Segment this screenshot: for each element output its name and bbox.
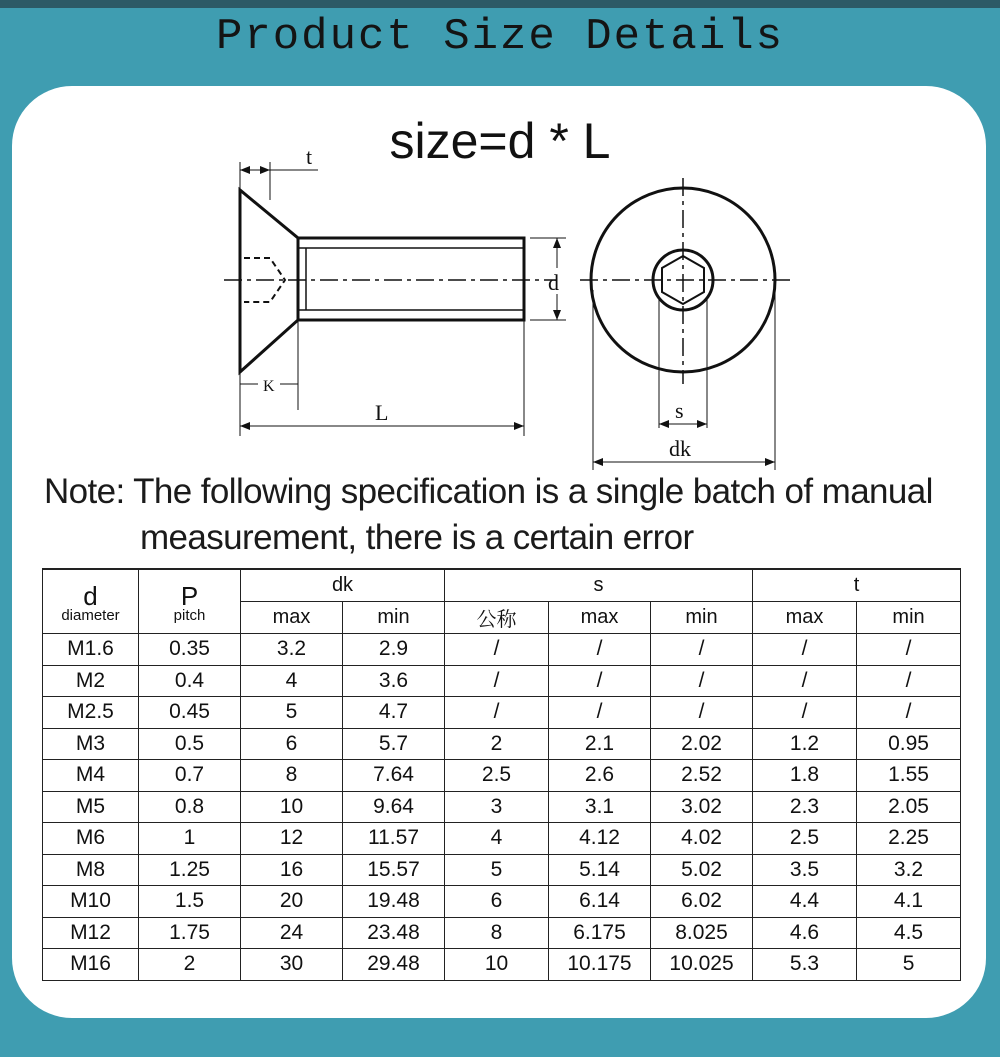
table-row [43, 665, 961, 697]
table-cell: 24 [241, 917, 343, 949]
table-cell: M5 [43, 791, 139, 823]
table-cell: 9.64 [343, 791, 445, 823]
table-cell: 4.5 [857, 917, 961, 949]
header-d-symbol: d [83, 580, 98, 611]
table-cell: 0.95 [857, 728, 961, 760]
size-formula: size=d * L [389, 113, 611, 169]
table-cell: 16 [241, 854, 343, 886]
table-cell: 10 [445, 949, 549, 981]
table-cell: 6 [241, 728, 343, 760]
header-dk: dk [241, 569, 445, 602]
table-cell: 2.5 [445, 760, 549, 792]
header-p-symbol: P [180, 580, 199, 611]
note-line-2: measurement, there is a certain error [140, 518, 694, 557]
table-cell: 2.1 [549, 728, 651, 760]
table-cell: 1.5 [139, 886, 241, 918]
header-d-sub: diameter [61, 606, 120, 624]
header-p-sub: pitch [173, 606, 206, 624]
table-cell: 3.2 [241, 634, 343, 666]
table-cell: 11.57 [343, 823, 445, 855]
table-row [43, 728, 961, 760]
table-row [43, 886, 961, 918]
table-cell: 2.02 [651, 728, 753, 760]
table-cell: 4.12 [549, 823, 651, 855]
label-d: d [548, 270, 559, 295]
label-t: t [306, 144, 313, 169]
banner-title: Product Size Details [215, 12, 785, 62]
header-p [139, 569, 241, 634]
table-cell: 10.025 [651, 949, 753, 981]
screw-diagram [0, 0, 1000, 470]
header-s-min: min [651, 602, 753, 634]
table-cell: 2.6 [549, 760, 651, 792]
table-cell: 2.52 [651, 760, 753, 792]
header-s: s [445, 569, 753, 602]
table-cell: M1.6 [43, 634, 139, 666]
table-cell: 6 [445, 886, 549, 918]
table-cell: M8 [43, 854, 139, 886]
table-row [43, 854, 961, 886]
table-cell: 29.48 [343, 949, 445, 981]
table-cell: 8.025 [651, 917, 753, 949]
table-cell: 0.8 [139, 791, 241, 823]
table-cell: 4.1 [857, 886, 961, 918]
table-cell: 5.02 [651, 854, 753, 886]
spec-table [42, 568, 961, 981]
table-cell: 2.25 [857, 823, 961, 855]
table-cell: 10 [241, 791, 343, 823]
table-cell: / [549, 665, 651, 697]
table-row [43, 791, 961, 823]
table-cell: 1.55 [857, 760, 961, 792]
header-s-max: max [549, 602, 651, 634]
table-cell: 6.175 [549, 917, 651, 949]
table-cell: / [857, 665, 961, 697]
table-cell: M10 [43, 886, 139, 918]
table-cell: 0.4 [139, 665, 241, 697]
screw-shank [298, 238, 524, 320]
table-cell: 1.2 [753, 728, 857, 760]
header-s-nominal: 公称 [445, 602, 549, 634]
table-cell: M16 [43, 949, 139, 981]
table-cell: 2.5 [753, 823, 857, 855]
screw-head-side [240, 190, 298, 372]
table-cell: 5 [241, 697, 343, 729]
note-line-1: Note: The following specification is a single batch of manual [44, 472, 933, 511]
table-cell: / [753, 665, 857, 697]
header-t: t [753, 569, 961, 602]
table-row [43, 917, 961, 949]
table-cell: / [857, 697, 961, 729]
table-cell: / [857, 634, 961, 666]
header-t-max: max [753, 602, 857, 634]
table-cell: / [549, 697, 651, 729]
header-d [43, 569, 139, 634]
table-cell: 8 [241, 760, 343, 792]
table-cell: 5 [857, 949, 961, 981]
table-cell: 4 [445, 823, 549, 855]
table-cell: 7.64 [343, 760, 445, 792]
table-cell: 3.02 [651, 791, 753, 823]
spec-table-body [43, 634, 961, 981]
table-cell: 6.02 [651, 886, 753, 918]
table-cell: / [445, 634, 549, 666]
table-cell: 4.6 [753, 917, 857, 949]
table-cell: 1.8 [753, 760, 857, 792]
table-cell: 3 [445, 791, 549, 823]
table-cell: 2.05 [857, 791, 961, 823]
table-cell: / [445, 665, 549, 697]
table-cell: 0.35 [139, 634, 241, 666]
table-cell: 0.7 [139, 760, 241, 792]
table-cell: / [651, 665, 753, 697]
table-cell: 23.48 [343, 917, 445, 949]
table-cell: M12 [43, 917, 139, 949]
table-row [43, 760, 961, 792]
table-cell: 10.175 [549, 949, 651, 981]
table-cell: 2.3 [753, 791, 857, 823]
table-cell: / [753, 634, 857, 666]
table-cell: 4 [241, 665, 343, 697]
header-dk-min: min [343, 602, 445, 634]
table-cell: 0.45 [139, 697, 241, 729]
table-cell: M6 [43, 823, 139, 855]
table-cell: 1.75 [139, 917, 241, 949]
table-cell: 5.7 [343, 728, 445, 760]
table-cell: 0.5 [139, 728, 241, 760]
label-s: s [675, 398, 684, 423]
table-cell: M4 [43, 760, 139, 792]
table-cell: / [651, 697, 753, 729]
label-L: L [375, 400, 389, 425]
table-cell: / [651, 634, 753, 666]
table-row [43, 634, 961, 666]
table-cell: 5 [445, 854, 549, 886]
table-cell: 12 [241, 823, 343, 855]
table-cell: 3.6 [343, 665, 445, 697]
table-row [43, 697, 961, 729]
table-cell: / [753, 697, 857, 729]
table-cell: 5.3 [753, 949, 857, 981]
table-cell: M2.5 [43, 697, 139, 729]
header-t-min: min [857, 602, 961, 634]
table-cell: 3.5 [753, 854, 857, 886]
table-row [43, 949, 961, 981]
table-cell: 4.4 [753, 886, 857, 918]
table-cell: 2.9 [343, 634, 445, 666]
table-cell: / [445, 697, 549, 729]
table-cell: / [549, 634, 651, 666]
table-cell: 19.48 [343, 886, 445, 918]
table-cell: 20 [241, 886, 343, 918]
table-cell: 3.1 [549, 791, 651, 823]
label-K: K [263, 378, 275, 395]
label-dk: dk [669, 436, 691, 461]
table-cell: M2 [43, 665, 139, 697]
table-cell: M3 [43, 728, 139, 760]
table-cell: 2 [445, 728, 549, 760]
header-dk-max: max [241, 602, 343, 634]
table-cell: 4.7 [343, 697, 445, 729]
table-cell: 2 [139, 949, 241, 981]
table-cell: 5.14 [549, 854, 651, 886]
table-row [43, 823, 961, 855]
table-cell: 6.14 [549, 886, 651, 918]
table-cell: 15.57 [343, 854, 445, 886]
table-cell: 3.2 [857, 854, 961, 886]
table-cell: 1 [139, 823, 241, 855]
table-cell: 8 [445, 917, 549, 949]
table-cell: 4.02 [651, 823, 753, 855]
table-cell: 1.25 [139, 854, 241, 886]
table-cell: 30 [241, 949, 343, 981]
